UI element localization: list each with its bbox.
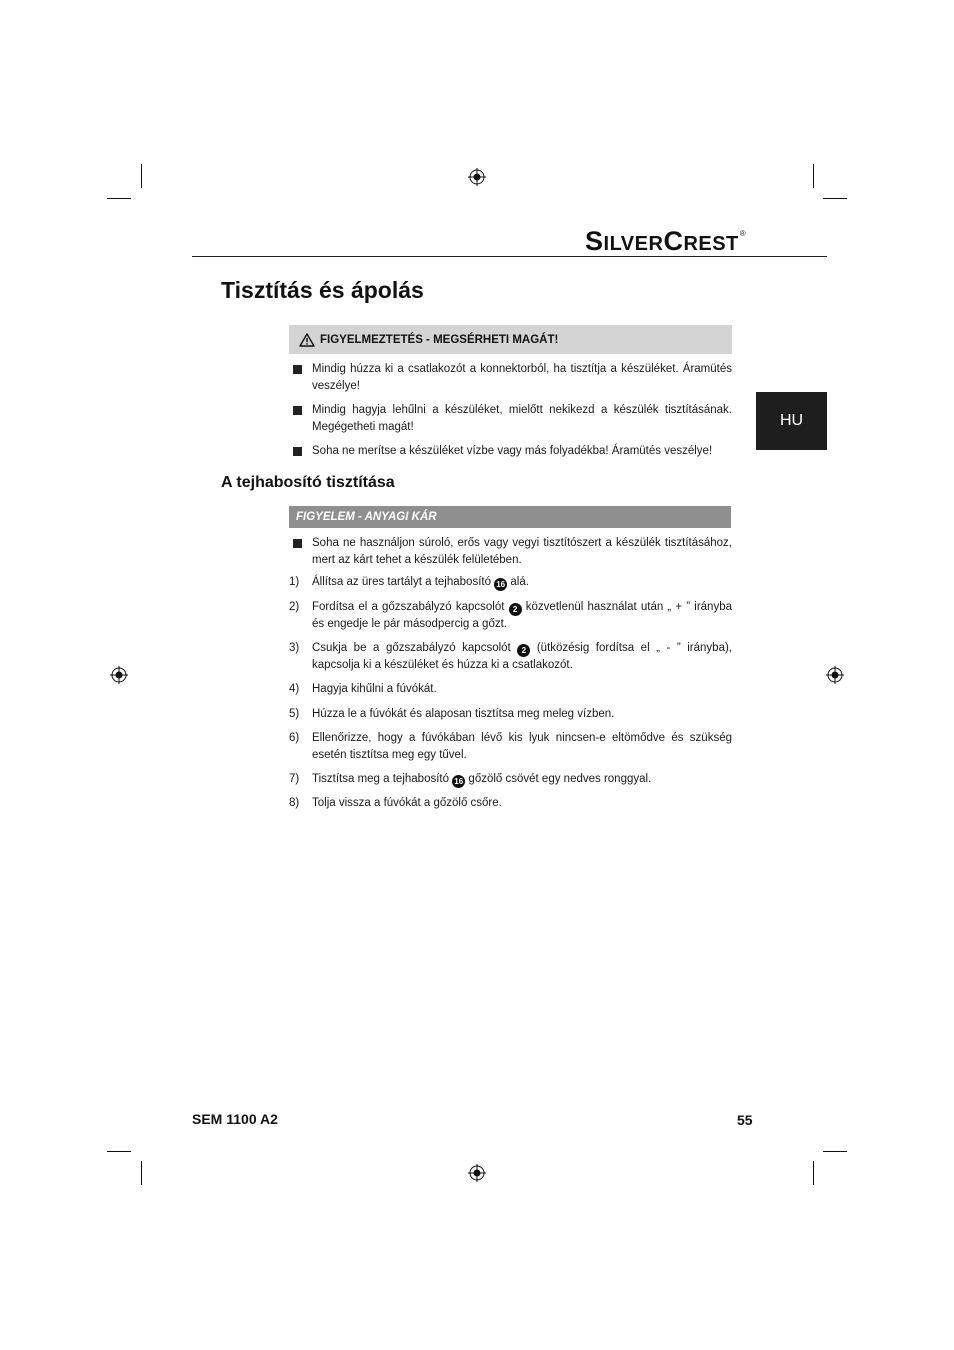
page-title: Tisztítás és ápolás [221, 277, 424, 303]
header-rule [192, 256, 827, 257]
step-item: 8) Tolja vissza a fúvókát a gőzölő csőre. [289, 797, 502, 809]
bullet-square-icon [293, 539, 302, 548]
step-item: 5) Húzza le a fúvókát és alaposan tisztítsa meg meleg vízben. [289, 708, 615, 720]
crop-mark [823, 1151, 847, 1152]
attention-banner-label: FIGYELEM - ANYAGI KÁR [296, 511, 437, 523]
list-item: Mindig húzza ki a csatlakozót a konnektorból, ha tisztítja a készüléket. Áramütés veszélye! [289, 361, 732, 395]
crop-mark [141, 164, 142, 188]
registration-mark-icon [826, 666, 844, 684]
crop-mark [813, 164, 814, 188]
page-number: 55 [737, 1112, 753, 1128]
list-item: Soha ne használjon súroló, erős vagy vegyi tisztítószert a készülék tisztításához, mert az kárt tehet a készülék felületében. [289, 535, 732, 569]
reference-number-badge: 16 [494, 578, 507, 591]
step-item: 2) Fordítsa el a gőzszabályzó kapcsolót 2 közvetlenül használat után „ + ” irányba és engedje le pár másodpercig a gőzt. [289, 601, 732, 630]
warning-banner [289, 325, 732, 354]
warning-triangle-icon [299, 333, 315, 347]
step-item: 1) Állítsa az üres tartályt a tejhabosító 16 alá. [289, 576, 529, 589]
crop-mark [813, 1161, 814, 1185]
registration-mark-icon [110, 666, 128, 684]
step-item: 6) Ellenőrizze, hogy a fúvókában lévő kis lyuk nincsen-e eltömődve és szükség esetén tisztítsa meg egy tűvel. [289, 732, 732, 761]
crop-mark [823, 198, 847, 199]
list-item: Soha ne merítse a készüléket vízbe vagy más folyadékba! Áramütés veszélye! [289, 443, 732, 460]
step-item: 7) Tisztítsa meg a tejhabosító 16 gőzölő csövét egy nedves ronggyal. [289, 773, 652, 786]
model-number: SEM 1100 A2 [192, 1111, 278, 1127]
attention-banner [289, 506, 731, 528]
brand-logo: SILVERCREST® [585, 226, 747, 256]
registration-mark-icon [468, 168, 486, 186]
bullet-square-icon [293, 365, 302, 374]
language-tab: HU [756, 392, 827, 450]
list-item: Mindig hagyja lehűlni a készüléket, mielőtt nekikezd a készülék tisztításának. Megégetheti magát! [289, 402, 732, 436]
crop-mark [141, 1161, 142, 1185]
bullet-square-icon [293, 406, 302, 415]
section-title: A tejhabosító tisztítása [221, 474, 395, 491]
step-item: 3) Csukja be a gőzszabályzó kapcsolót 2 (ütközésig fordítsa el „ - ” irányba), kapcsolja ki a készüléket és húzza ki a csatlakozót. [289, 642, 732, 671]
bullet-square-icon [293, 447, 302, 456]
crop-mark [107, 1151, 131, 1152]
registration-mark-icon [468, 1164, 486, 1182]
step-item: 4) Hagyja kihűlni a fúvókát. [289, 683, 437, 695]
reference-number-badge: 2 [517, 644, 530, 657]
crop-mark [107, 198, 131, 199]
reference-number-badge: 2 [509, 603, 522, 616]
warning-banner-label: FIGYELMEZTETÉS - MEGSÉRHETI MAGÁT! [320, 333, 559, 346]
reference-number-badge: 16 [452, 775, 465, 788]
